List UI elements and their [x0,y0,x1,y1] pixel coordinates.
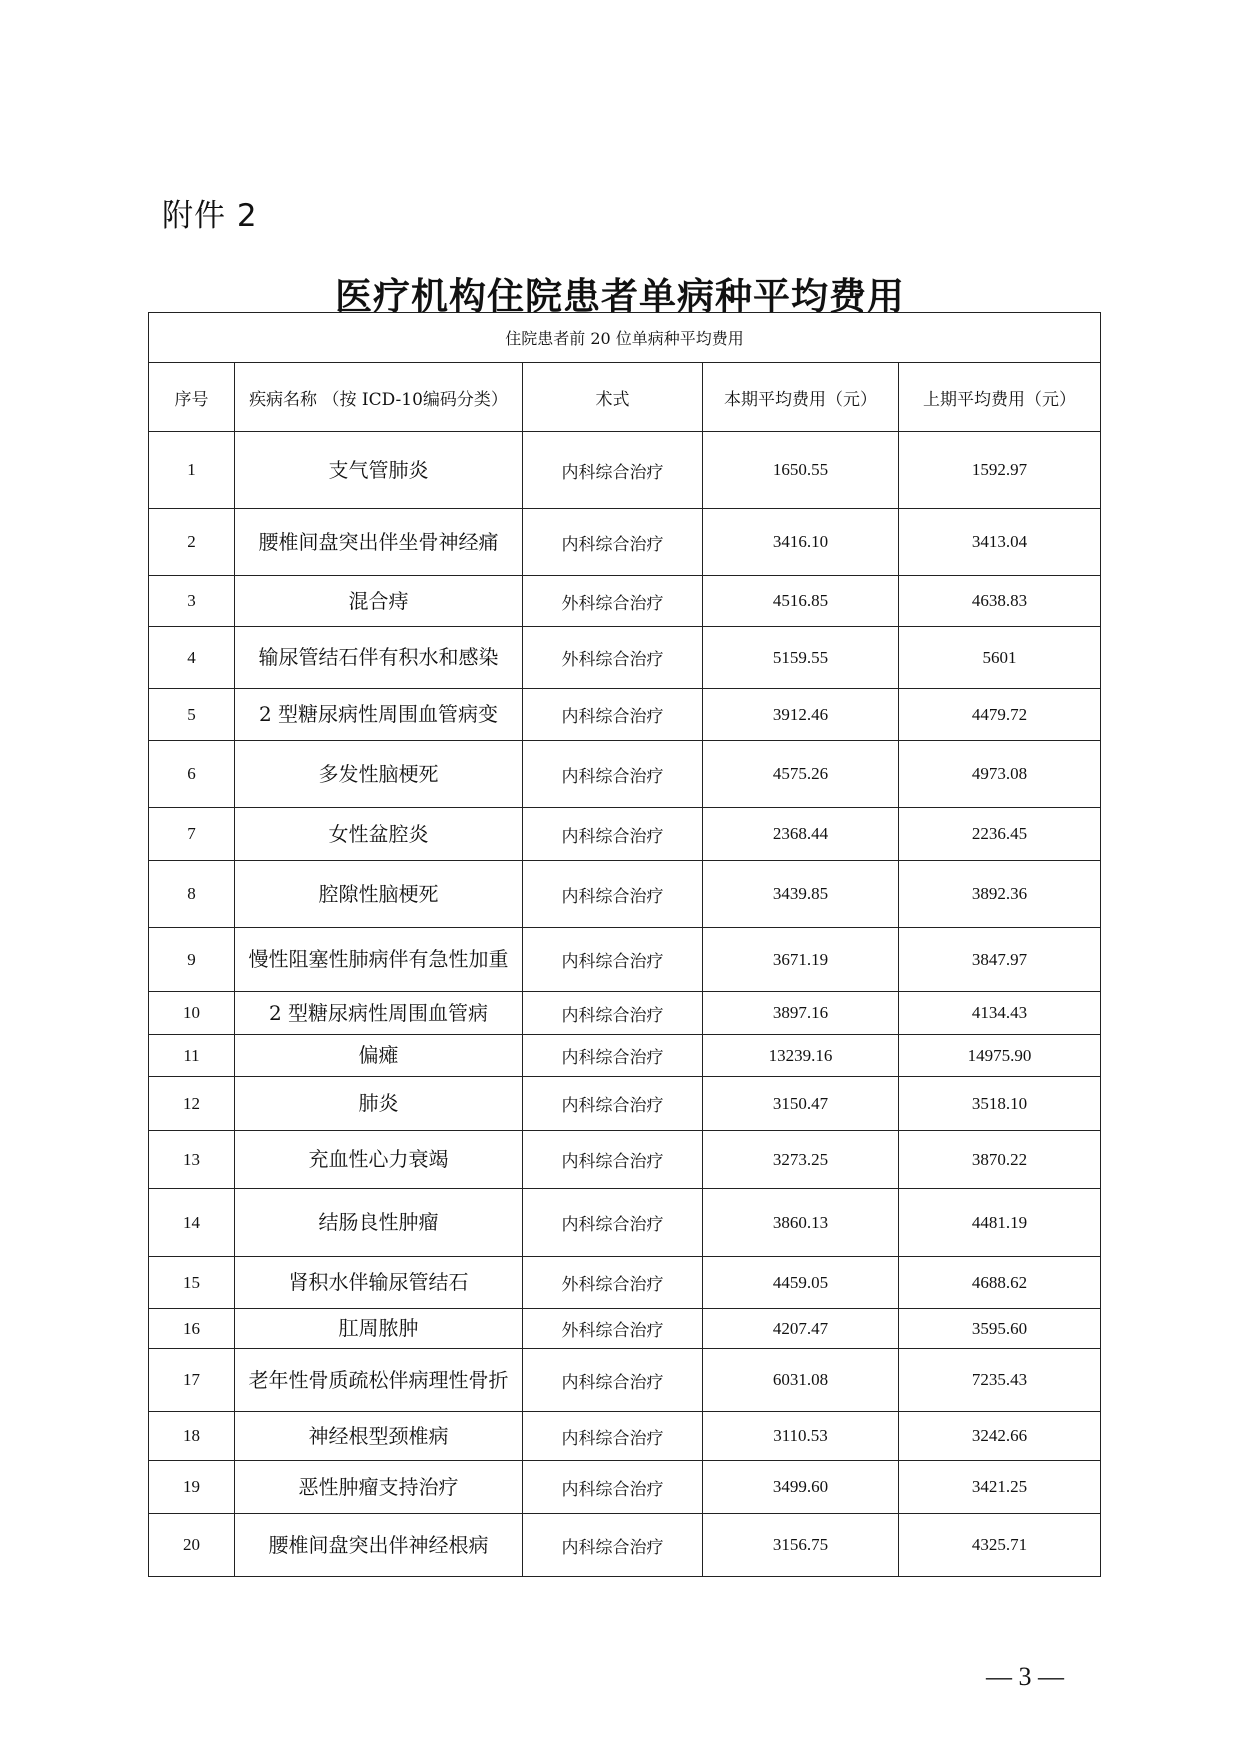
column-header-index: 序号 [149,363,235,432]
previous-cost: 7235.43 [899,1349,1101,1412]
current-cost: 3897.16 [703,992,899,1035]
column-header-procedure: 术式 [523,363,703,432]
procedure: 内科综合治疗 [523,1131,703,1189]
row-index: 12 [149,1077,235,1131]
table-row [149,1189,1101,1257]
table-row [149,1461,1101,1514]
current-cost: 4575.26 [703,741,899,808]
row-index: 17 [149,1349,235,1412]
row-index: 9 [149,928,235,992]
current-cost: 3912.46 [703,689,899,741]
table-row [149,576,1101,627]
table-row [149,509,1101,576]
procedure: 内科综合治疗 [523,741,703,808]
current-cost: 4459.05 [703,1257,899,1309]
previous-cost: 3595.60 [899,1309,1101,1349]
disease-name: 2 型糖尿病性周围血管病 [235,992,523,1035]
previous-cost: 5601 [899,627,1101,689]
table-row [149,1309,1101,1349]
disease-name: 肾积水伴输尿管结石 [235,1257,523,1309]
procedure: 内科综合治疗 [523,1412,703,1461]
row-index: 13 [149,1131,235,1189]
attachment-label: 附件 2 [162,198,258,234]
previous-cost: 4325.71 [899,1514,1101,1577]
current-cost: 6031.08 [703,1349,899,1412]
table-row [149,992,1101,1035]
disease-name: 支气管肺炎 [235,432,523,509]
procedure: 外科综合治疗 [523,1309,703,1349]
disease-name: 充血性心力衰竭 [235,1131,523,1189]
disease-name: 2 型糖尿病性周围血管病变 [235,689,523,741]
table-row [149,1131,1101,1189]
document-title: 医疗机构住院患者单病种平均费用 [335,275,905,318]
procedure: 内科综合治疗 [523,992,703,1035]
previous-cost: 3413.04 [899,509,1101,576]
table-row [149,1514,1101,1577]
procedure: 内科综合治疗 [523,1514,703,1577]
previous-cost: 4134.43 [899,992,1101,1035]
current-cost: 13239.16 [703,1035,899,1077]
table-row [149,808,1101,861]
table-row [149,861,1101,928]
previous-cost: 3847.97 [899,928,1101,992]
table-row [149,1349,1101,1412]
disease-name: 腔隙性脑梗死 [235,861,523,928]
current-cost: 2368.44 [703,808,899,861]
disease-name: 老年性骨质疏松伴病理性骨折 [235,1349,523,1412]
procedure: 内科综合治疗 [523,432,703,509]
previous-cost: 4688.62 [899,1257,1101,1309]
current-cost: 3860.13 [703,1189,899,1257]
table-body [149,432,1101,1577]
current-cost: 5159.55 [703,627,899,689]
disease-name: 女性盆腔炎 [235,808,523,861]
row-index: 1 [149,432,235,509]
row-index: 10 [149,992,235,1035]
row-index: 5 [149,689,235,741]
table-row [149,1257,1101,1309]
row-index: 8 [149,861,235,928]
row-index: 20 [149,1514,235,1577]
procedure: 外科综合治疗 [523,627,703,689]
previous-cost: 4479.72 [899,689,1101,741]
disease-name: 结肠良性肿瘤 [235,1189,523,1257]
table-row [149,928,1101,992]
disease-name: 腰椎间盘突出伴坐骨神经痛 [235,509,523,576]
disease-name: 多发性脑梗死 [235,741,523,808]
table-row [149,627,1101,689]
current-cost: 3416.10 [703,509,899,576]
disease-name: 肺炎 [235,1077,523,1131]
current-cost: 3671.19 [703,928,899,992]
table-row [149,432,1101,509]
row-index: 7 [149,808,235,861]
previous-cost: 4481.19 [899,1189,1101,1257]
previous-cost: 2236.45 [899,808,1101,861]
disease-name: 混合痔 [235,576,523,627]
previous-cost: 4638.83 [899,576,1101,627]
row-index: 16 [149,1309,235,1349]
disease-name: 腰椎间盘突出伴神经根病 [235,1514,523,1577]
column-header-current-cost: 本期平均费用（元） [703,363,899,432]
procedure: 外科综合治疗 [523,1257,703,1309]
current-cost: 3499.60 [703,1461,899,1514]
current-cost: 3273.25 [703,1131,899,1189]
current-cost: 4207.47 [703,1309,899,1349]
disease-name: 肛周脓肿 [235,1309,523,1349]
procedure: 内科综合治疗 [523,808,703,861]
row-index: 4 [149,627,235,689]
row-index: 3 [149,576,235,627]
current-cost: 3150.47 [703,1077,899,1131]
previous-cost: 3892.36 [899,861,1101,928]
procedure: 内科综合治疗 [523,689,703,741]
procedure: 内科综合治疗 [523,861,703,928]
row-index: 19 [149,1461,235,1514]
disease-name: 输尿管结石伴有积水和感染 [235,627,523,689]
procedure: 内科综合治疗 [523,1189,703,1257]
table-row [149,1412,1101,1461]
row-index: 2 [149,509,235,576]
row-index: 6 [149,741,235,808]
disease-cost-table [148,312,1101,1577]
previous-cost: 3518.10 [899,1077,1101,1131]
procedure: 外科综合治疗 [523,576,703,627]
procedure: 内科综合治疗 [523,928,703,992]
current-cost: 3156.75 [703,1514,899,1577]
current-cost: 3110.53 [703,1412,899,1461]
table-header-row [149,363,1101,432]
previous-cost: 3870.22 [899,1131,1101,1189]
procedure: 内科综合治疗 [523,1349,703,1412]
current-cost: 4516.85 [703,576,899,627]
current-cost: 3439.85 [703,861,899,928]
table-row [149,1035,1101,1077]
table-caption: 住院患者前 20 位单病种平均费用 [149,313,1101,363]
column-header-disease: 疾病名称 （按 ICD-10编码分类） [235,363,523,432]
column-header-previous-cost: 上期平均费用（元） [899,363,1101,432]
previous-cost: 3242.66 [899,1412,1101,1461]
procedure: 内科综合治疗 [523,1461,703,1514]
row-index: 18 [149,1412,235,1461]
table-row [149,1077,1101,1131]
previous-cost: 14975.90 [899,1035,1101,1077]
row-index: 11 [149,1035,235,1077]
previous-cost: 4973.08 [899,741,1101,808]
row-index: 14 [149,1189,235,1257]
disease-name: 慢性阻塞性肺病伴有急性加重 [235,928,523,992]
table-row [149,689,1101,741]
disease-name: 恶性肿瘤支持治疗 [235,1461,523,1514]
disease-name: 偏瘫 [235,1035,523,1077]
table-row [149,741,1101,808]
disease-name: 神经根型颈椎病 [235,1412,523,1461]
previous-cost: 1592.97 [899,432,1101,509]
row-index: 15 [149,1257,235,1309]
procedure: 内科综合治疗 [523,1077,703,1131]
page-number: — 3 — [986,1662,1064,1691]
current-cost: 1650.55 [703,432,899,509]
procedure: 内科综合治疗 [523,509,703,576]
procedure: 内科综合治疗 [523,1035,703,1077]
previous-cost: 3421.25 [899,1461,1101,1514]
